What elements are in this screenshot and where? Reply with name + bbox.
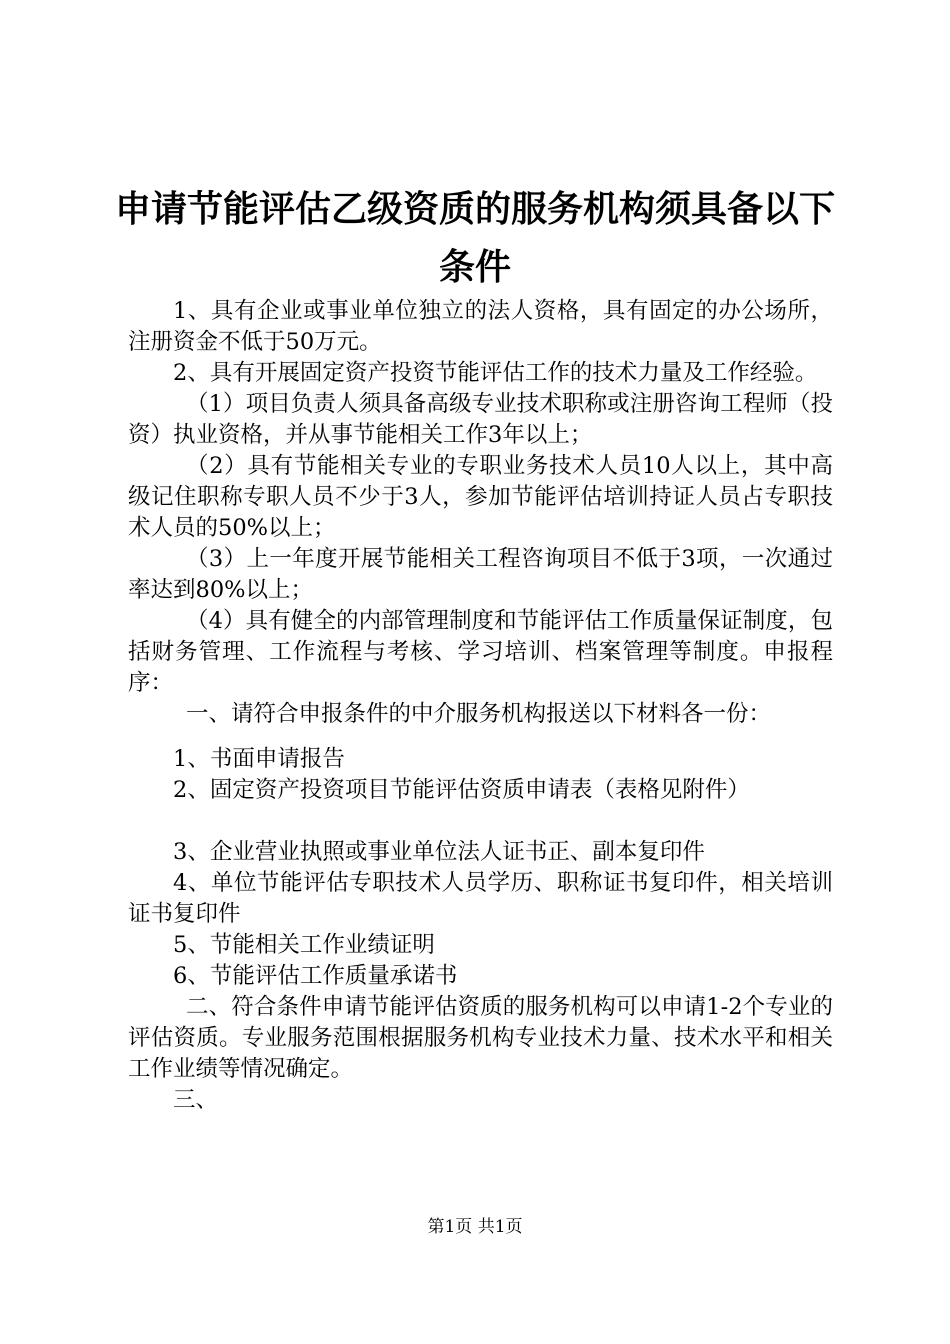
list-item-material-3: 3、企业营业执照或事业单位法人证书正、副本复印件 (173, 839, 705, 865)
paragraph-sub-requirement-1: （1）项目负责人须具备高级专业技术职称或注册咨询工程师（投资）执业资格，并从事节能相关工作3年以上； (128, 391, 833, 448)
document-title-line-2: 条件 (438, 247, 511, 288)
page-footer: 第1页 共1页 (427, 1217, 523, 1237)
list-item-material-1: 1、书面申请报告 (173, 746, 345, 772)
list-item-material-2: 2、固定资产投资项目节能评估资质申请表（表格见附件） (173, 777, 750, 803)
paragraph-sub-requirement-3: （3）上一年度开展节能相关工程咨询项目不低于3项，一次通过率达到80%以上； (128, 546, 833, 603)
paragraph-requirement-2: 2、具有开展固定资产投资节能评估工作的技术力量及工作经验。 (173, 360, 818, 386)
list-item-material-4: 4、单位节能评估专职技术人员学历、职称证书复印件，相关培训证书复印件 (128, 870, 833, 927)
paragraph-sub-requirement-2: （2）具有节能相关专业的专职业务技术人员10人以上，其中高级记住职称专职人员不少于3人，参加节能评估培训持证人员占专职技术人员的50%以上； (128, 453, 833, 541)
paragraph-procedure-2: 二、符合条件申请节能评估资质的服务机构可以申请1-2个专业的评估资质。专业服务范围根据服务机构专业技术力量、技术水平和相关工作业绩等情况确定。 (128, 994, 833, 1082)
paragraph-procedure-3: 三、 (173, 1087, 219, 1113)
list-item-material-6: 6、节能评估工作质量承诺书 (173, 963, 458, 989)
document-body (128, 296, 833, 1116)
spacer (128, 806, 833, 837)
paragraph-sub-requirement-4: （4）具有健全的内部管理制度和节能评估工作质量保证制度，包括财务管理、工作流程与考核、学习培训、档案管理等制度。申报程序： (128, 608, 833, 696)
document-title-line-1: 申请节能评估乙级资质的服务机构须具备以下 (114, 189, 835, 230)
spacer (128, 730, 833, 744)
list-item-material-5: 5、节能相关工作业绩证明 (173, 932, 435, 958)
paragraph-procedure-1: 一、请符合申报条件的中介服务机构报送以下材料各一份： (186, 701, 772, 727)
paragraph-requirement-1: 1、具有企业或事业单位独立的法人资格，具有固定的办公场所，注册资金不低于50万元。 (128, 298, 833, 355)
